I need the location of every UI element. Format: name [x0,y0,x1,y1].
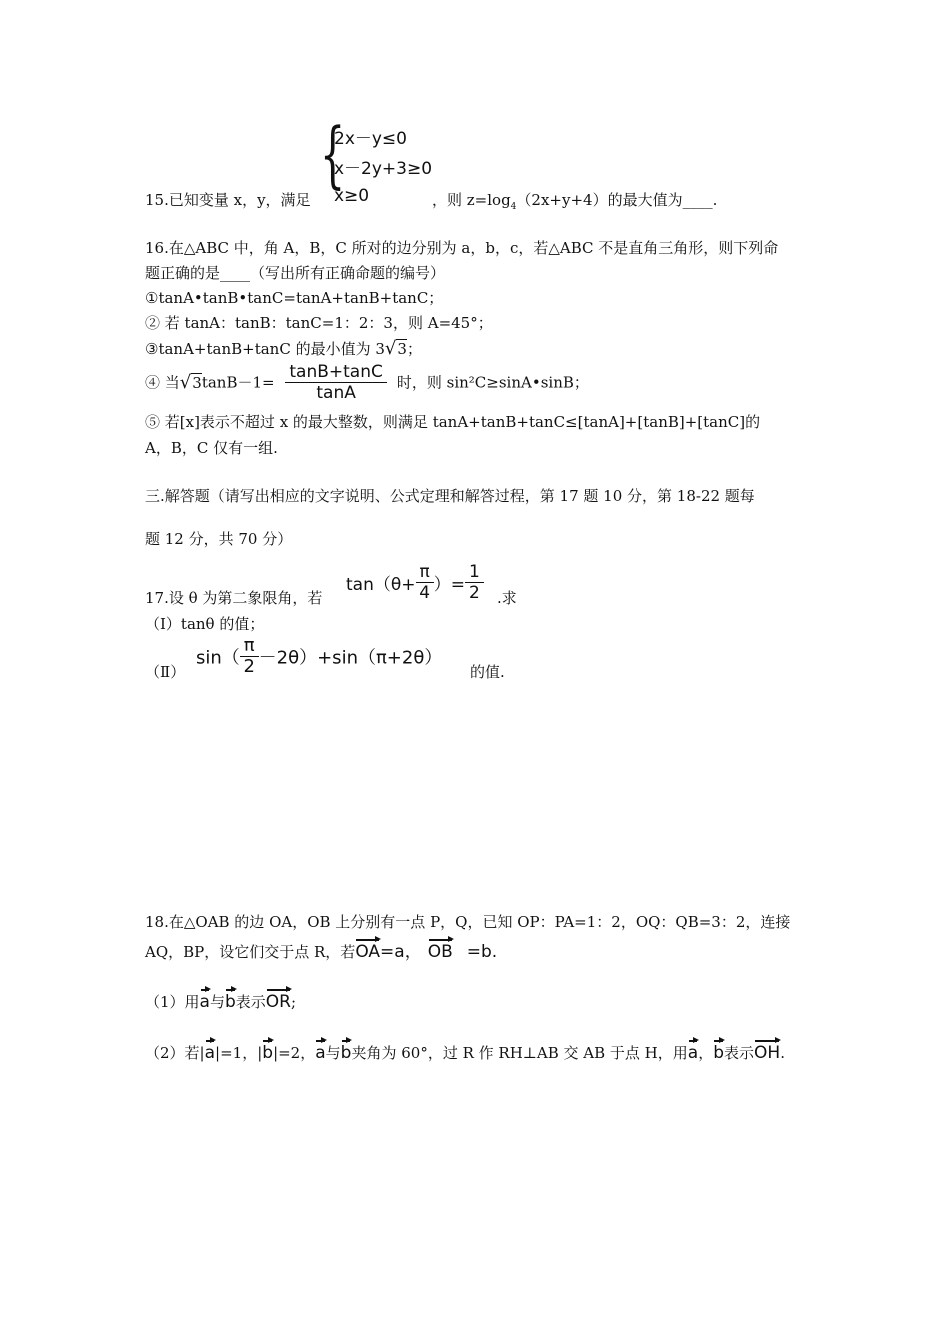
q18-p2-show: 表示 [724,1044,755,1062]
numerator-pi: π [240,636,259,657]
q18-p2-pre: （2）若| [145,1044,205,1062]
eq-a: =a， [380,942,422,962]
sin-open: sin（ [196,647,240,669]
vector-b: b [224,992,236,1012]
q18-line2-text: AQ，BP，设它们交于点 R，若 [145,943,356,961]
numerator-1: 1 [465,562,484,583]
q18-p1-end: ; [291,993,297,1011]
log-base: 4 [510,202,517,212]
q16-item3-text: ③tanA+tanB+tanC 的最小值为 3 [145,340,385,358]
q16-item4-mid: tanB－1= [201,373,275,392]
numerator-pi: π [416,562,434,583]
vector-OA: OA [355,942,381,962]
system-inequality-1: 2x－y≤0 [334,129,407,149]
sqrt-radicand: 3 [192,373,202,392]
vector-OB: OB [427,942,453,962]
q18-p2-angle: 夹角为 60°，过 R 作 RH⊥AB 交 AB 于点 H，用 [351,1044,688,1062]
fraction-1-2 [465,562,484,603]
q16-item3 [145,339,422,359]
q15-suffix-b: （2x+y+4）的最大值为____. [516,191,718,209]
fraction-numerator: tanB+tanC [285,362,387,383]
q18-part1 [145,992,296,1012]
vector-b: b [262,1043,274,1063]
fraction-tan [285,362,387,403]
q18-p1-pre: （1）用 [145,993,200,1011]
fraction-pi-4 [416,562,434,603]
q16-line1: 16.在△ABC 中，角 A，B，C 所对的边分别为 a，b，c，若△ABC 不是直角三角形，则下列命 [145,239,779,257]
q16-item3-end: ； [406,340,422,358]
sqrt-3: √3 [179,371,202,393]
eq-b: =b. [466,942,498,962]
q17-part2-label: （Ⅱ） [145,663,186,681]
conj-yu: 与 [325,1044,341,1062]
q16-item4-pre: ④ 当 [145,373,180,392]
conj-yu: 与 [209,993,225,1011]
vector-a: a [315,1043,326,1063]
sqrt-radicand: 3 [397,340,407,358]
system-brace: { [320,112,346,196]
q18-p2-abs-a: |=1，| [215,1044,263,1062]
q18-line2 [145,942,497,962]
tan-open: tan（θ+ [346,575,416,595]
system-inequality-3: x≥0 [334,186,370,206]
vector-OH: OH [754,1043,781,1063]
q16-item5-line1: ⑤ 若[x]表示不超过 x 的最大整数，则满足 tanA+tanB+tanC≤[tanA]+[tanB]+[tanC]的 [145,413,761,431]
q16-item1: ①tanA•tanB•tanC=tanA+tanB+tanC； [145,289,444,307]
q17-condition [346,562,484,603]
vector-a: a [204,1043,216,1063]
fraction-pi-2 [240,636,259,677]
vector-b: b [713,1043,725,1063]
q18-p2-abs-b: |=2， [273,1044,316,1062]
comma: ， [698,1044,714,1062]
q16-item4 [145,362,589,403]
denominator-4: 4 [419,583,431,603]
q17-part2-end: 的值. [470,663,505,681]
q16-item5-line2: A，B，C 仅有一组. [145,439,278,457]
q16-item2: ② 若 tanA：tanB：tanC=1：2：3，则 A=45°； [145,314,493,332]
vector-b: b [340,1043,352,1063]
q15-suffix [432,190,717,217]
period: . [780,1044,785,1062]
q17-end: .求 [497,589,517,607]
sqrt-3: √3 [384,338,407,359]
tan-close: ）= [433,575,466,595]
q18-part2 [145,1043,785,1063]
q16-item4-post: 时，则 sin²C≥sinA•sinB； [396,373,589,392]
denominator-2: 2 [469,583,480,603]
q17-part1: （Ⅰ）tanθ 的值； [145,615,265,633]
fraction-denominator: tanA [316,383,356,403]
q17-part2-expression [196,636,442,677]
vector-OR: OR [265,992,291,1012]
q16-line2: 题正确的是____（写出所有正确命题的编号） [145,264,446,282]
q18-line1: 18.在△OAB 的边 OA，OB 上分别有一点 P，Q，已知 OP：PA=1：2，OQ：QB=3：2，连接 [145,913,791,931]
q15-suffix-a: ，则 z=log [432,191,511,209]
q18-p1-mid: 表示 [235,993,266,1011]
vector-a: a [199,992,210,1012]
section3-heading-line1: 三.解答题（请写出相应的文字说明、公式定理和解答过程，第 17 题 10 分，第 18-22 题每 [145,487,755,505]
denominator-2: 2 [243,656,255,677]
sin-rest: －2θ）+sin（π+2θ） [258,647,443,669]
q15-prefix: 15.已知变量 x，y，满足 [145,191,311,209]
section3-heading-line2: 题 12 分，共 70 分） [145,530,293,548]
vector-a: a [687,1043,699,1063]
system-inequality-2: x－2y+3≥0 [334,159,433,179]
q17-intro: 17.设 θ 为第二象限角，若 [145,589,323,607]
